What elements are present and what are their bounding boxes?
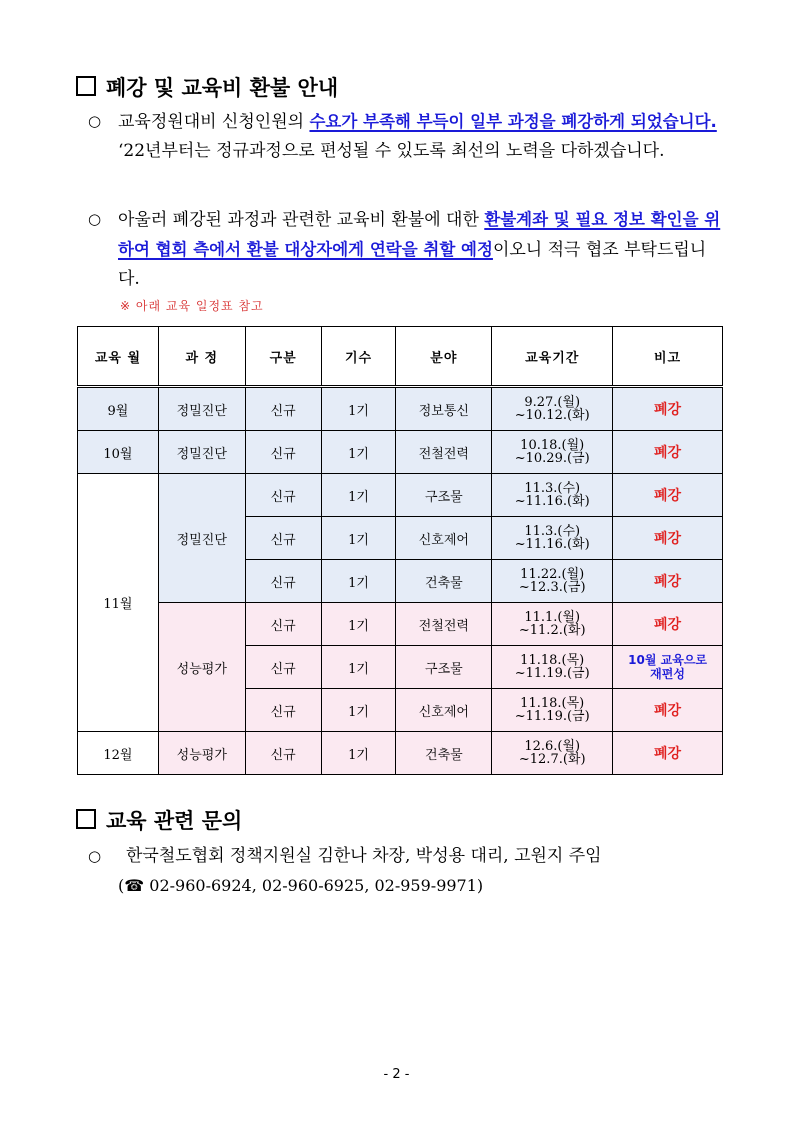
- cell-course: 정밀진단: [158, 431, 245, 474]
- table-row: [78, 431, 723, 474]
- text-pre: 아울러 폐강된 과정과 관련한 교육비 환불에 대한: [118, 210, 485, 230]
- cell-month: 12월: [78, 732, 159, 775]
- circle-bullet-icon: ○: [88, 847, 102, 865]
- cell-type: 신규: [245, 560, 321, 603]
- cell-field: 신호제어: [396, 689, 492, 732]
- phone-icon: ☎: [124, 876, 145, 895]
- cell-term: 1기: [321, 387, 396, 431]
- cell-type: 신규: [245, 689, 321, 732]
- cell-type: 신규: [245, 646, 321, 689]
- cell-period: 11.18.(목) ~11.19.(금): [492, 646, 613, 689]
- checkbox-square-icon: [76, 809, 96, 829]
- section-title-text: 폐강 및 교육비 환불 안내: [106, 76, 339, 100]
- cell-month: 10월: [78, 431, 159, 474]
- cell-course: 정밀진단: [158, 387, 245, 431]
- cell-remark: 폐강: [613, 387, 723, 431]
- table-row: [78, 732, 723, 775]
- cell-remark: 폐강: [613, 517, 723, 560]
- cell-remark: 폐강: [613, 560, 723, 603]
- header-period: 교육기간: [492, 327, 613, 387]
- cell-field: 전철전력: [396, 603, 492, 646]
- table-row: [78, 474, 723, 517]
- table-header-row: [78, 327, 723, 387]
- table-row: [78, 603, 723, 646]
- cell-remark: 폐강: [613, 603, 723, 646]
- cell-field: 신호제어: [396, 517, 492, 560]
- cell-remark: 폐강: [613, 431, 723, 474]
- paragraph-refund: [88, 205, 724, 294]
- circle-bullet-icon: ○: [88, 210, 102, 228]
- section-title-text: 교육 관련 문의: [106, 809, 243, 833]
- text-highlight: 수요가 부족해 부득이 일부 과정을 폐강하게 되었습니다.: [309, 112, 717, 131]
- page-number: - 2 -: [383, 1067, 410, 1082]
- cell-term: 1기: [321, 603, 396, 646]
- cell-type: 신규: [245, 732, 321, 775]
- contact-phones: (☎ 02-960-6924, 02-960-6925, 02-959-9971): [118, 876, 484, 895]
- cell-field: 정보통신: [396, 387, 492, 431]
- cell-term: 1기: [321, 689, 396, 732]
- cell-field: 건축물: [396, 560, 492, 603]
- cell-period: 9.27.(월) ~10.12.(화): [492, 387, 613, 431]
- cell-course: 정밀진단: [158, 474, 245, 603]
- cell-field: 전철전력: [396, 431, 492, 474]
- cell-term: 1기: [321, 732, 396, 775]
- schedule-note: ※ 아래 교육 일정표 참고: [120, 299, 264, 313]
- contact-info: [88, 841, 748, 901]
- text-highlight: 환불계좌 및 필요 정보 확인을 위하여 협회 측에서 환불 대상자에게 연락을 취할 예정: [118, 210, 721, 259]
- cell-field: 구조물: [396, 474, 492, 517]
- cell-type: 신규: [245, 387, 321, 431]
- phone-numbers: 02-960-6924, 02-960-6925, 02-959-9971: [149, 876, 477, 895]
- cell-term: 1기: [321, 517, 396, 560]
- section-title-inquiry: [76, 805, 242, 835]
- cell-term: 1기: [321, 646, 396, 689]
- text-post: 이오니 적극 협조 부탁드립니다.: [118, 240, 707, 289]
- cell-period: 11.3.(수) ~11.16.(화): [492, 517, 613, 560]
- cell-type: 신규: [245, 517, 321, 560]
- circle-bullet-icon: ○: [88, 112, 102, 130]
- cell-remark: 폐강: [613, 732, 723, 775]
- cell-period: 12.6.(월) ~12.7.(화): [492, 732, 613, 775]
- table-row: [78, 387, 723, 431]
- header-remark: 비고: [613, 327, 723, 387]
- cell-period: 11.3.(수) ~11.16.(화): [492, 474, 613, 517]
- paragraph-cancellation: [88, 107, 724, 166]
- contact-names: 한국철도협회 정책지원실 김한나 차장, 박성용 대리, 고원지 주임: [126, 846, 602, 866]
- cell-period: 11.22.(월) ~12.3.(금): [492, 560, 613, 603]
- cell-field: 건축물: [396, 732, 492, 775]
- cell-type: 신규: [245, 603, 321, 646]
- header-term: 기수: [321, 327, 396, 387]
- cell-field: 구조물: [396, 646, 492, 689]
- cell-month: 11월: [78, 474, 159, 732]
- header-type: 구분: [245, 327, 321, 387]
- cell-month: 9월: [78, 387, 159, 431]
- cell-remark: 폐강: [613, 474, 723, 517]
- text-post: ‘22년부터는 정규과정으로 편성될 수 있도록 최선의 노력을 다하겠습니다.: [118, 141, 665, 161]
- schedule-table: [77, 326, 723, 775]
- cell-remark: 10월 교육으로 재편성: [613, 646, 723, 689]
- cell-remark: 폐강: [613, 689, 723, 732]
- cell-period: 11.18.(목) ~11.19.(금): [492, 689, 613, 732]
- cell-course: 성능평가: [158, 732, 245, 775]
- cell-course: 성능평가: [158, 603, 245, 732]
- cell-period: 10.18.(월) ~10.29.(금): [492, 431, 613, 474]
- cell-type: 신규: [245, 431, 321, 474]
- cell-term: 1기: [321, 560, 396, 603]
- cell-type: 신규: [245, 474, 321, 517]
- header-field: 분야: [396, 327, 492, 387]
- section-title-refund: [76, 72, 338, 102]
- header-month: 교육 월: [78, 327, 159, 387]
- header-course: 과 정: [158, 327, 245, 387]
- checkbox-square-icon: [76, 76, 96, 96]
- text-pre: 교육정원대비 신청인원의: [118, 112, 310, 132]
- cell-term: 1기: [321, 474, 396, 517]
- cell-term: 1기: [321, 431, 396, 474]
- cell-period: 11.1.(월) ~11.2.(화): [492, 603, 613, 646]
